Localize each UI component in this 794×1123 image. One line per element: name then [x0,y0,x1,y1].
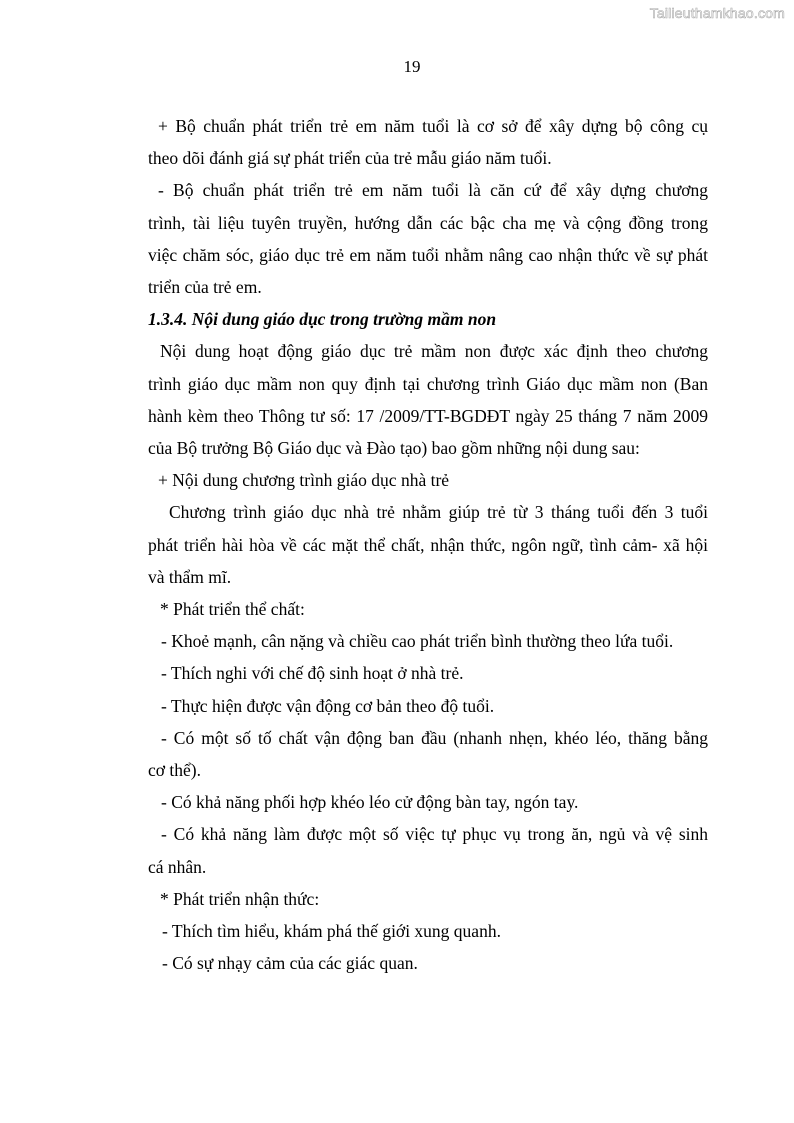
section-heading: 1.3.4. Nội dung giáo dục trong trường mầm non [148,309,497,330]
paragraph-line: phát triển hài hòa về các mặt thể chất, nhận thức, ngôn ngữ, tình cảm- xã hội [148,534,708,555]
paragraph-line: và thẩm mĩ. [148,566,232,587]
paragraph-line: - Bộ chuẩn phát triển trẻ em năm tuổi là căn cứ để xây dựng chương [158,180,708,201]
paragraph-line: trình giáo dục mầm non quy định tại chương trình Giáo dục mầm non (Ban [148,373,708,394]
paragraph-line: Chương trình giáo dục nhà trẻ nhằm giúp trẻ từ 3 tháng tuổi đến 3 tuổi [169,502,708,523]
paragraph-line: * Phát triển nhận thức: [160,888,320,909]
paragraph-line: + Nội dung chương trình giáo dục nhà trẻ [158,470,450,491]
paragraph-line: Nội dung hoạt động giáo dục trẻ mầm non được xác định theo chương [160,341,708,362]
page-number: 19 [403,57,421,76]
paragraph-line: cơ thể). [148,760,201,781]
paragraph-line: triển của trẻ em. [148,277,262,298]
paragraph-line: hành kèm theo Thông tư số: 17 /2009/TT-BGDĐT ngày 25 tháng 7 năm 2009 [148,405,708,426]
paragraph-line: + Bộ chuẩn phát triển trẻ em năm tuổi là cơ sở để xây dựng bộ công cụ [158,116,708,136]
paragraph-line: trình, tài liệu tuyên truyền, hướng dẫn các bậc cha mẹ và cộng đồng trong [148,212,708,233]
paragraph-line: * Phát triển thể chất: [160,599,305,620]
paragraph-line: - Có khả năng làm được một số việc tự phục vụ trong ăn, ngủ và vệ sinh [161,824,708,845]
watermark: Tailieuthamkhao.com [649,5,785,21]
paragraph-line: - Thích nghi với chế độ sinh hoạt ở nhà trẻ. [161,663,464,684]
paragraph-line: theo dõi đánh giá sự phát triển của trẻ mẫu giáo năm tuổi. [148,148,552,169]
paragraph-line: việc chăm sóc, giáo dục trẻ em năm tuổi nhằm nâng cao nhận thức về sự phát [148,244,708,265]
paragraph-line: - Khoẻ mạnh, cân nặng và chiều cao phát triển bình thường theo lứa tuổi. [161,631,674,652]
paragraph-line: - Thích tìm hiểu, khám phá thế giới xung quanh. [162,921,501,942]
paragraph-line: - Có một số tố chất vận động ban đầu (nhanh nhẹn, khéo léo, thăng bằng [161,727,708,748]
paragraph-line: - Có sự nhạy cảm của các giác quan. [162,953,418,974]
paragraph-line: - Có khả năng phối hợp khéo léo cử động bàn tay, ngón tay. [161,792,579,813]
paragraph-line: - Thực hiện được vận động cơ bản theo độ tuổi. [161,695,495,716]
paragraph-line: cá nhân. [148,856,207,877]
paragraph-line: của Bộ trưởng Bộ Giáo dục và Đào tạo) bao gồm những nội dung sau: [148,438,640,459]
document-body [148,110,708,979]
